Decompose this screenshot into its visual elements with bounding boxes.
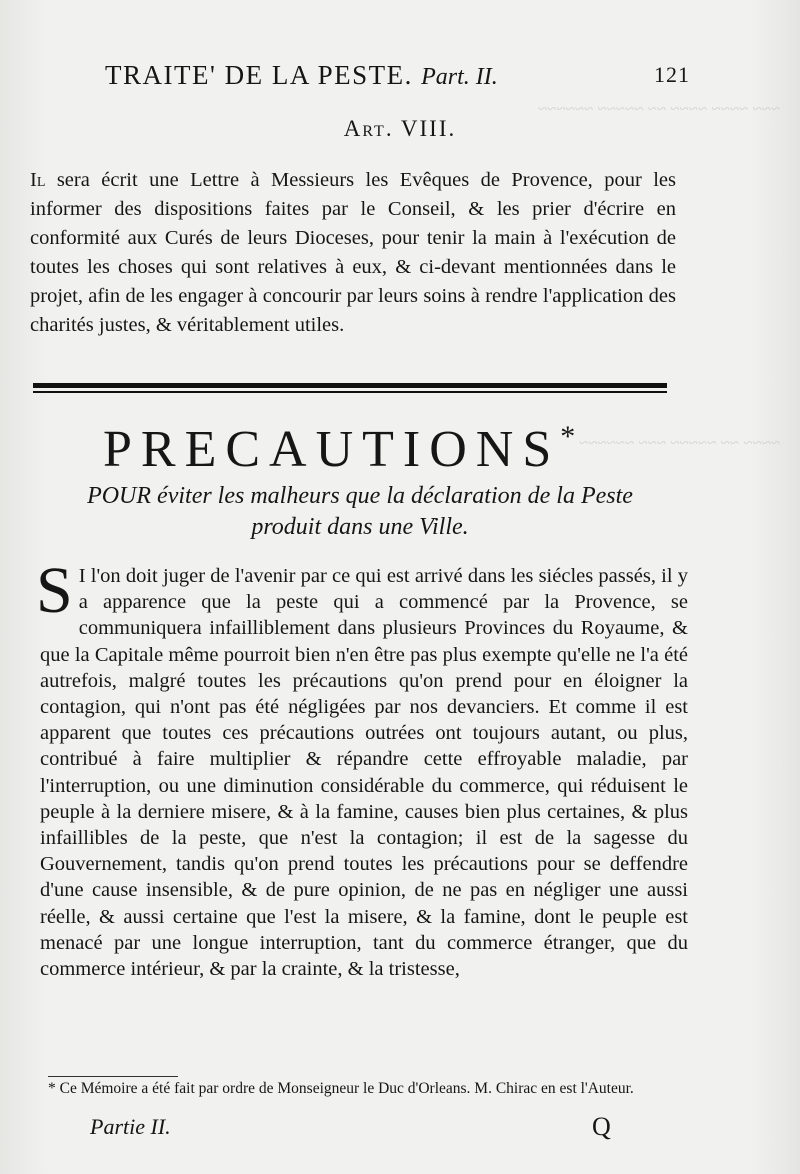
article-lead-word: Il — [30, 169, 46, 191]
section-rule-thin — [33, 391, 667, 393]
article-paragraph — [30, 166, 676, 340]
bleed-through-text: ~~~~ ~~ ~~~~~ ~~~ ~~~~~~ — [579, 433, 780, 452]
footnote: * Ce Mémoire a été fait par ordre de Monseigneur le Duc d'Orleans. M. Chirac en est l'Auteur. — [48, 1080, 634, 1097]
subtitle-line-1: POUR éviter les malheurs que la déclaration de la Peste — [87, 483, 633, 509]
section-subtitle — [30, 481, 690, 543]
body-paragraph — [36, 554, 688, 982]
running-head-part: Part. II. — [421, 64, 498, 90]
article-text: sera écrit une Lettre à Messieurs les Evêques de Provence, pour les informer des dispositions faites par le Conseil, & les prier d'écrire en conformité aux Curés de leurs Dioceses, pour tenir la main à l'exécution de toutes les choses qui sont relatives à eux, & ci-devant mentionnées dans le projet, afin de les engager à concourir par leurs soins à rendre l'application des charités justes, & véritablement utiles. — [30, 169, 676, 336]
subtitle-line-2: produit dans une Ville. — [251, 514, 469, 540]
page-number: 121 — [654, 62, 690, 87]
drop-cap: S — [36, 554, 73, 627]
bleed-through-text: ~~~ ~~~~ ~~~~ ~~ ~~~~~ ~~~~~~ — [538, 99, 780, 118]
gathering-letter: Q — [592, 1112, 611, 1141]
running-head-title: TRAITE' DE LA PESTE. — [105, 60, 413, 90]
running-head — [105, 60, 690, 91]
footnote-rule — [48, 1076, 178, 1077]
article-heading: Art. VIII. — [343, 116, 457, 141]
signature-mark: Partie II. — [90, 1114, 171, 1139]
body-text: I l'on doit juger de l'avenir par ce qui est arrivé dans les siécles passés, il y a apparence que la peste qui a commencé par la Provence, se communiquera infailliblement dans plusieurs Provinces du Royaume, & que la Capitale même pourroit bien n'en être pas plus exempte qu'elle ne l'a été autrefois, malgré toutes les précautions qu'on prend pour en éloigner la contagion, qui n'ont pas été négligées par nos devanciers. Et comme il est apparent que toutes ces précautions outrées ont toujours autant, ou plus, contribué à faire multiplier & répandre cette effroyable maladie, par l'interruption, ou une diminution considérable du commerce, qui réduisent le peuple à la derniere misere, & à la famine, causes bien plus certaines, & plus infaillibles de la peste, que n'est la contagion; il est de la sagesse du Gouvernement, tandis qu'on prend toutes les précautions pour se deffendre d'une cause insensible, & de pure opinion, de ne pas en négliger une aussi réelle, & aussi certaine que l'est la misere, & la famine, dont le peuple est menacé par une longue interruption, tant du commerce étranger, que du commerce intérieur, & par la crainte, & la tristesse, — [40, 565, 688, 981]
section-rule-thick — [33, 383, 667, 388]
section-title-text: PRECAUTIONS — [103, 421, 561, 478]
footnote-marker: * — [560, 420, 576, 453]
section-title — [103, 420, 643, 479]
